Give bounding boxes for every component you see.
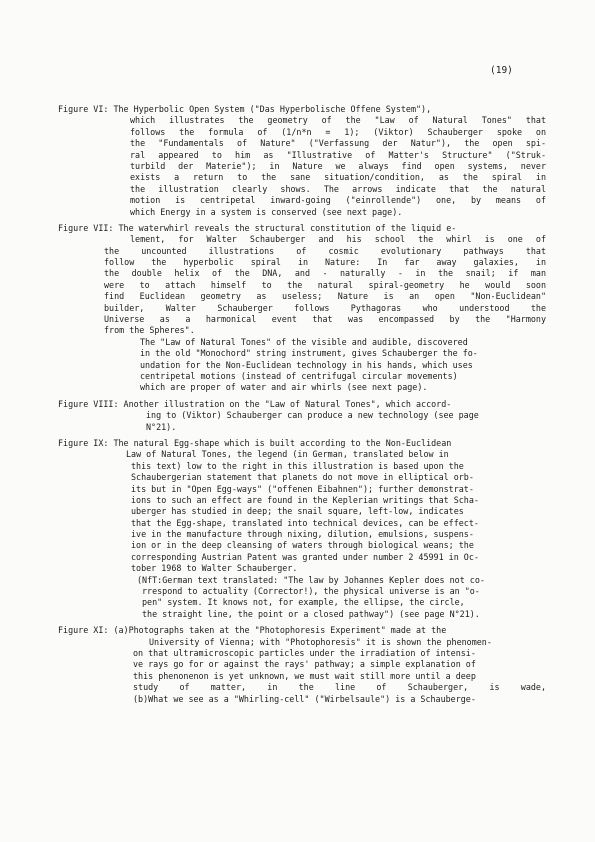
caption-line: University of Vienna; with "Photophoresis" it is shown the phenomen- [149, 636, 492, 647]
caption-line: N°21). [146, 421, 177, 432]
caption-line: that the Egg-shape, translated into technical devices, can be effect- [131, 517, 479, 528]
figure-vii-caption [58, 223, 546, 394]
caption-line: in the old "Monochord" string instrument, gives Schauberger the fo- [140, 348, 478, 359]
caption-line: the straight line, the point or a closed pathway") (see page N°21). [142, 608, 480, 619]
caption-line: the illustration clearly shows. The arrows indicate that the natural [130, 183, 546, 194]
caption-line: centripetal motions (instead of centrifugal circular movements) [140, 370, 458, 381]
page-number: (19) [490, 65, 513, 76]
caption-line: on that ultramicroscopic particles under the irradiation of intensi- [133, 647, 476, 658]
caption-line: which Energy in a system is conserved (see next page). [130, 206, 403, 217]
caption-line: Schaubergerian statement that planets do not move in elliptical orb- [131, 472, 474, 483]
caption-line: turbild der Materie"); in Nature we always find open systems, never [130, 160, 546, 171]
caption-line: the "Fundamentals of Nature" ("Verfassung der Natur"), the open spi- [130, 138, 546, 149]
caption-line: ing to (Viktor) Schauberger can produce a new technology (see page [146, 410, 479, 421]
caption-line: exists a return to the sane situation/condition, as the spiral in [130, 172, 546, 183]
caption-line: follow the hyperbolic spiral in Nature: In far away galaxies, in [104, 257, 546, 268]
caption-line: its but in "Open Egg-ways" ("offenen Eibahnen"); further demonstrat- [131, 483, 474, 494]
figure-viii-caption [58, 399, 546, 433]
caption-line: motion is centripetal inward-going ("einrollende") one, by means of [130, 195, 546, 206]
caption-line: Figure VII: The waterwhirl reveals the structural constitution of the liquid e- [58, 222, 457, 233]
caption-line: ve rays go for or against the rays' pathway; a simple explanation of [133, 659, 476, 670]
caption-line: builder, Walter Schauberger follows Pythagoras who understood the [104, 302, 546, 313]
caption-line: from the Spheres". [104, 325, 195, 336]
caption-line: which illustrates the geometry of the "Law of Natural Tones" that [130, 115, 546, 126]
caption-line: ions to such an effect are found in the Keplerian writings that Scha- [131, 494, 479, 505]
figure-vi-caption [58, 104, 546, 218]
caption-line: undation for the Non-Euclidean technology in his hands, which uses [140, 359, 473, 370]
caption-line: this text) low to the right in this illustration is based upon the [131, 460, 464, 471]
caption-line: tober 1968 to Walter Schauberger. [131, 563, 298, 574]
caption-line: (b)What we see as a "Whirling-cell" ("Wirbelsaule") is a Schauberge- [133, 693, 476, 704]
figure-ix-caption [58, 438, 546, 620]
caption-line: the uncounted illustrations of cosmic evolutionary pathways that [104, 245, 546, 256]
caption-line: pen" system. It knows not, for example, the ellipse, the circle, [142, 597, 465, 608]
caption-line: ive in the manufacture through nixing, dilution, emulsions, suspens- [131, 529, 474, 540]
caption-line: Universe as a harmonical event that was encompassed by the "Harmony [104, 314, 546, 325]
caption-line: (NfT:German text translated: "The law by Johannes Kepler does not co- [137, 574, 485, 585]
caption-line: find Euclidean geometry as useless; Nature is an open "Non-Euclidean" [104, 291, 546, 302]
caption-line: this phenonenon is yet unknown, we must wait still more until a deep [133, 670, 476, 681]
caption-line: Figure IX: The natural Egg-shape which is built according to the Non-Euclidean [58, 437, 452, 448]
figure-xi-caption [58, 625, 546, 705]
figure-captions [58, 104, 546, 710]
caption-line: Figure VIII: Another illustration on the "Law of Natural Tones", which accord- [58, 398, 452, 409]
caption-line: rrespond to actuality (Corrector!), the physical universe is an "o- [142, 586, 480, 597]
caption-line: follows the formula of (1/n*n = 1); (Viktor) Schauberger spoke on [130, 126, 546, 137]
caption-line: Figure XI: (a)Photographs taken at the "Photophoresis Experiment" made at the [58, 625, 447, 636]
caption-line: which are proper of water and air whirls (see next page). [140, 382, 428, 393]
caption-line: The "Law of Natural Tones" of the visible and audible, discovered [140, 336, 468, 347]
caption-line: Law of Natural Tones, the legend (in German, translated below in [126, 449, 449, 460]
caption-line: Figure VI: The Hyperbolic Open System ("Das Hyperbolische Offene System"), [58, 104, 432, 114]
caption-line: ion or in the deep cleansing of waters through biological weans; the [131, 540, 474, 551]
caption-line: lement, for Walter Schauberger and his school the whirl is one of [130, 234, 546, 245]
caption-line: the double helix of the DNA, and - naturally - in the snail; if man [104, 268, 546, 279]
caption-line: corresponding Austrian Patent was granted under number 2 45991 in Oc- [131, 551, 479, 562]
caption-line: ral appeared to him as "Illustrative of Matter's Structure" ("Struk- [130, 149, 546, 160]
caption-line: were to attach himself to the natural spiral-geometry he would soon [104, 279, 546, 290]
caption-line: uberger has studied in deep; the snail square, left-low, indicates [131, 506, 464, 517]
caption-line: study of matter, in the line of Schauberger, is wade, [133, 682, 546, 693]
